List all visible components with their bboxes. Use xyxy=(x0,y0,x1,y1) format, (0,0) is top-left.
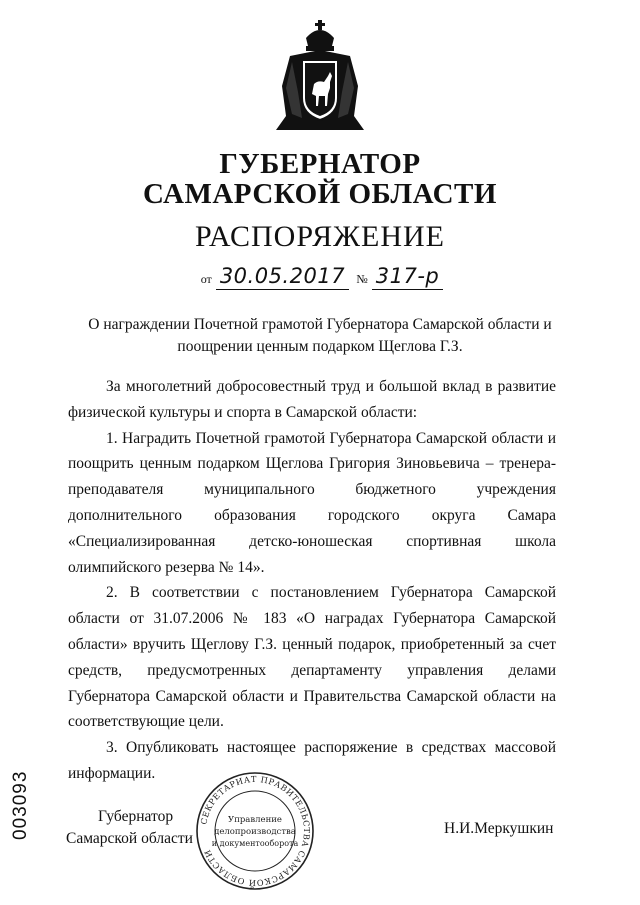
document-body xyxy=(68,374,556,787)
signatory-name: Н.И.Меркушкин xyxy=(444,820,554,837)
body-item-3: 3. Опубликовать настоящее распоряжение в средствах массовой информации. xyxy=(68,739,556,782)
stamp-line1: Управление xyxy=(228,815,282,825)
office-stamp xyxy=(194,770,316,892)
issuer-title-line1: ГУБЕРНАТОР xyxy=(219,148,421,180)
coat-of-arms-emblem xyxy=(272,16,368,134)
body-intro-paragraph: За многолетний добросовестный труд и большой вклад в развитие физической культуры и спорта в Самарской области: xyxy=(68,378,556,421)
document-date: 30.05.2017 xyxy=(216,264,349,290)
subject-line2: поощрении ценным подарком Щеглова Г.З. xyxy=(177,338,463,355)
stamp-line3: и документооборота xyxy=(211,839,299,848)
signatory-title-line2: Самарской области xyxy=(66,830,193,847)
document-type-heading: РАСПОРЯЖЕНИЕ xyxy=(194,220,446,253)
signatory-title-line1: Губернатор xyxy=(98,808,174,825)
document-number: 317-р xyxy=(372,264,444,290)
body-item-1: 1. Наградить Почетной грамотой Губернатора Самарской области и поощрить ценным подарком Щеглова Григория Зиновьевича – тренера-преподавателя муниципального бюджетного учреждения дополнительного образования городского округа Самара «Специализированная детско-юношеская спортивная школа олимпийского резерва № 14». xyxy=(68,429,556,576)
number-label: № xyxy=(356,272,368,286)
body-item-2: 2. В соответствии с постановлением Губернатора Самарской области от 31.07.2006 № 183 «О наградах Губернатора Самарской области» вручить Щеглову Г.З. ценный подарок, приобретенный за счет средств, предусмотренных департаменту управления делами Губернатора Самарской области и Правительства Самарской области на соответствующие цели. xyxy=(68,584,556,731)
date-label: от xyxy=(200,272,212,286)
date-number-line xyxy=(0,264,640,288)
signatory-title xyxy=(66,806,193,850)
stamp-ring-text: СЕКРЕТАРИАТ ПРАВИТЕЛЬСТВА САМАРСКОЙ ОБЛАСТИ xyxy=(198,773,313,889)
subject-line1: О награждении Почетной грамотой Губернатора Самарской области и xyxy=(88,316,552,333)
stamp-line2: делопроизводства xyxy=(214,827,296,837)
registration-number: 003093 xyxy=(10,770,31,840)
document-subject xyxy=(60,314,580,358)
issuer-title-line2: САМАРСКОЙ ОБЛАСТИ xyxy=(143,178,497,210)
